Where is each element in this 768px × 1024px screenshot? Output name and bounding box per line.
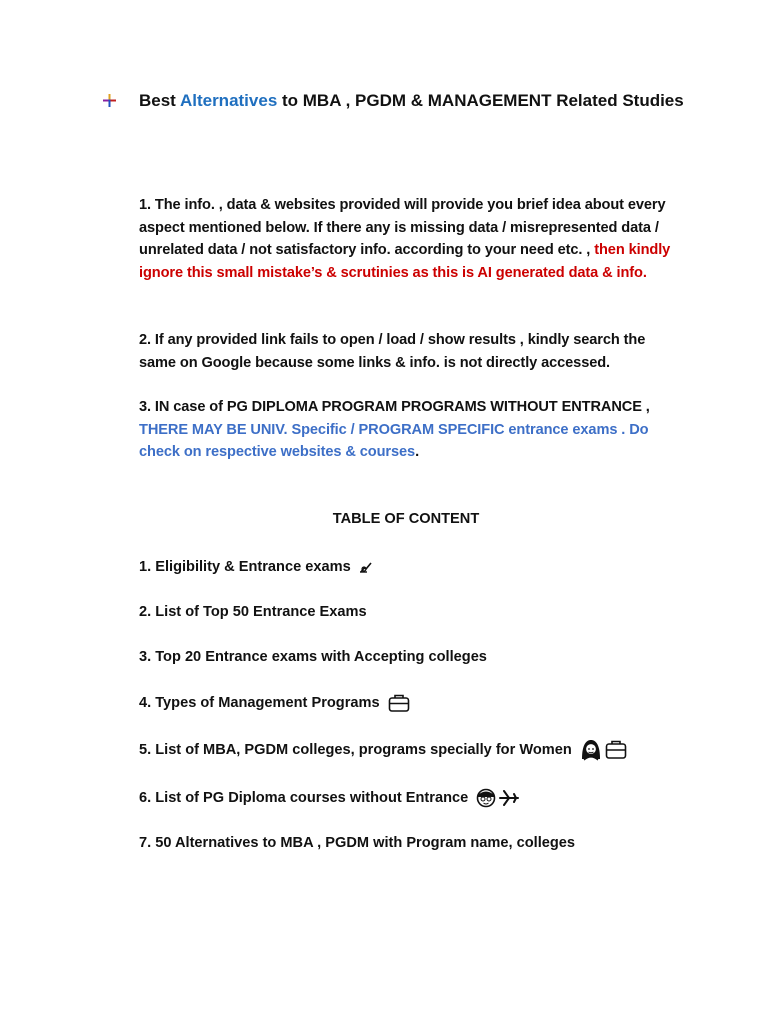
note-1 bbox=[139, 194, 684, 284]
note-3-end: . bbox=[415, 444, 420, 461]
toc-item-label: 6. List of PG Diploma courses without Entrance bbox=[139, 790, 469, 806]
note-3-highlight: THERE MAY BE UNIV. Specific / PROGRAM SPECIFIC entrance exams . Do check on respective websites & courses bbox=[139, 421, 649, 461]
note-2 bbox=[139, 329, 684, 374]
note-1-text: 1. The info. , data & websites provided will provide you brief idea about every aspect mentioned below. If there any is missing data / misrepresented data / unrelated data / not satisfactory info. according to your need etc. , bbox=[139, 197, 666, 259]
note-1-warning: then kindly ignore this small mistake’s & scrutinies as this is AI generated data & info. bbox=[139, 242, 671, 281]
toc-item-2 bbox=[139, 601, 699, 623]
toc-item-3 bbox=[139, 646, 699, 668]
briefcase-icon bbox=[388, 693, 410, 713]
note-3 bbox=[139, 396, 684, 464]
title-part-2: to MBA , PGDM & MANAGEMENT Related Studies bbox=[277, 91, 684, 110]
toc-item-7 bbox=[139, 832, 699, 854]
toc-item-6 bbox=[139, 787, 699, 809]
student-airplane-icon bbox=[476, 788, 520, 808]
note-2-text: 2. If any provided link fails to open / load / show results , kindly search the same on Google because some links & info. is not directly accessed. bbox=[139, 332, 646, 371]
toc-item-label: 1. Eligibility & Entrance exams bbox=[139, 559, 351, 575]
toc-item-label: 2. List of Top 50 Entrance Exams bbox=[139, 604, 367, 620]
toc-item-4 bbox=[139, 692, 699, 714]
toc-item-label: 5. List of MBA, PGDM colleges, programs specially for Women bbox=[139, 742, 572, 758]
title-highlight: Alternatives bbox=[179, 91, 278, 110]
writing-hand-icon bbox=[359, 560, 373, 574]
toc-item-label: 7. 50 Alternatives to MBA , PGDM with Program name, colleges bbox=[139, 835, 576, 851]
document-title bbox=[139, 88, 699, 114]
toc-heading: TABLE OF CONTENT bbox=[332, 511, 480, 527]
title-part-1: Best bbox=[139, 91, 180, 110]
four-point-star-bullet-icon bbox=[103, 94, 116, 107]
toc-item-1 bbox=[139, 556, 699, 578]
toc-item-label: 3. Top 20 Entrance exams with Accepting colleges bbox=[139, 649, 487, 665]
note-3-text: 3. IN case of PG DIPLOMA PROGRAM PROGRAMS WITHOUT ENTRANCE , bbox=[139, 399, 650, 415]
woman-briefcase-icon bbox=[580, 739, 628, 761]
toc-item-label: 4. Types of Management Programs bbox=[139, 695, 380, 711]
toc-item-5 bbox=[139, 739, 699, 761]
